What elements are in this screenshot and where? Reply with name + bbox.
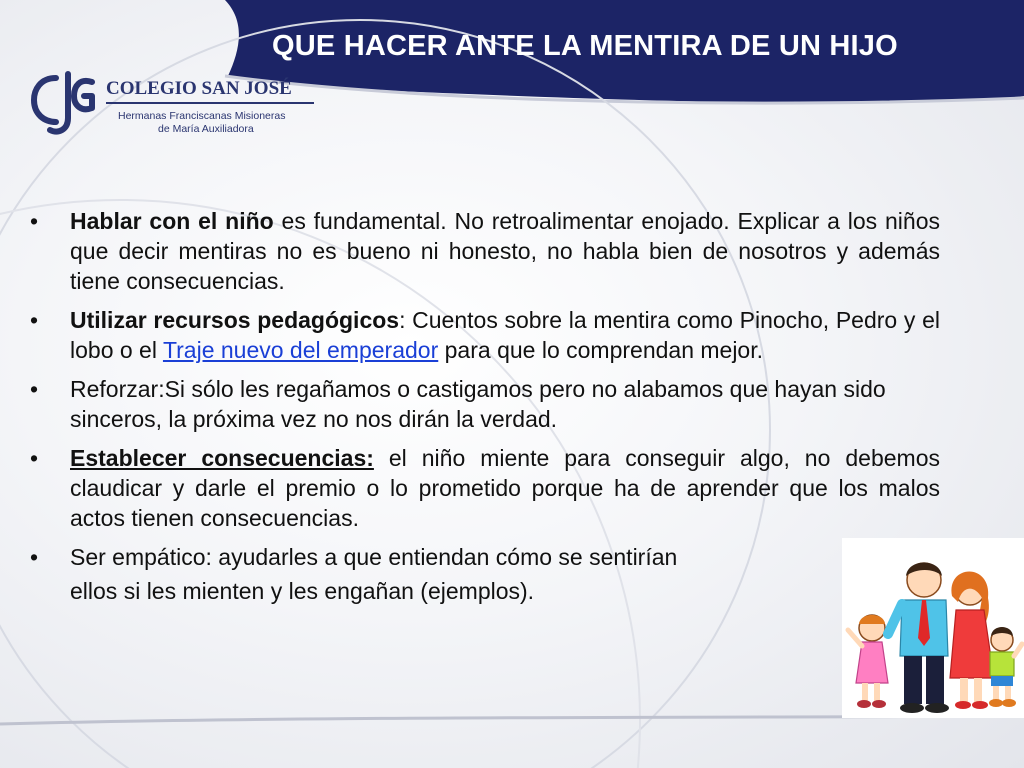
monogram-icon [30,68,102,138]
bullet-text: es fundamental. No retroalimentar enojado. Explicar a los niños que decir mentiras no es bueno ni honesto, no habla bien de nosotros y además tiene consecuencias. [70,208,940,294]
school-subtitle: de María Auxiliadora [158,123,254,135]
bullet-emphasis: Utilizar recursos pedagógicos [70,307,400,333]
slide-title: QUE HACER ANTE LA MENTIRA DE UN HIJO [272,30,898,62]
bullet-icon: • [30,544,39,570]
family-illustration-icon [842,538,1024,718]
story-link[interactable]: Traje nuevo del emperador [162,337,439,363]
father-figure [888,563,949,714]
bullet-icon: • [30,376,39,402]
school-name: COLEGIO SAN JOSÉ [106,78,292,99]
bullet-item [26,443,940,533]
bullet-text: el niño miente para conseguir algo, no debemos claudicar y darle el premio o lo prometido porque ha de aprender que los malos actos tienen consecuencias. [70,445,940,531]
bullet-text: Reforzar:Si sólo les regañamos o castigamos pero no alabamos que hayan sido sinceros, la próxima vez no nos dirán la verdad. [70,376,886,432]
bullet-item [26,305,940,365]
mother-figure [950,572,994,710]
bullet-item [26,206,940,296]
bullet-icon: • [30,445,39,471]
bullet-text: para que lo comprendan mejor. [438,337,764,363]
boy-figure [989,627,1022,707]
school-subtitle: Hermanas Franciscanas Misioneras [118,110,286,122]
bullet-item [26,542,940,572]
bullet-item [26,374,940,434]
bullet-icon: • [30,208,39,234]
school-logo [30,68,300,140]
bullet-text: Ser empático: ayudarles a que entiendan cómo se sentirían [70,544,678,570]
bullet-text: : Cuentos sobre la mentira como Pinocho, Pedro y el lobo o el [70,307,940,363]
logo-divider [106,102,314,104]
bullet-emphasis: Establecer consecuencias: [70,445,374,471]
bullet-continuation: ellos si les mienten y les engañan (ejemplos). [70,578,535,604]
bullet-icon: • [30,307,39,333]
bullet-list [26,206,940,606]
bullet-emphasis: Hablar con el niño [70,208,274,234]
girl-figure [848,615,888,708]
